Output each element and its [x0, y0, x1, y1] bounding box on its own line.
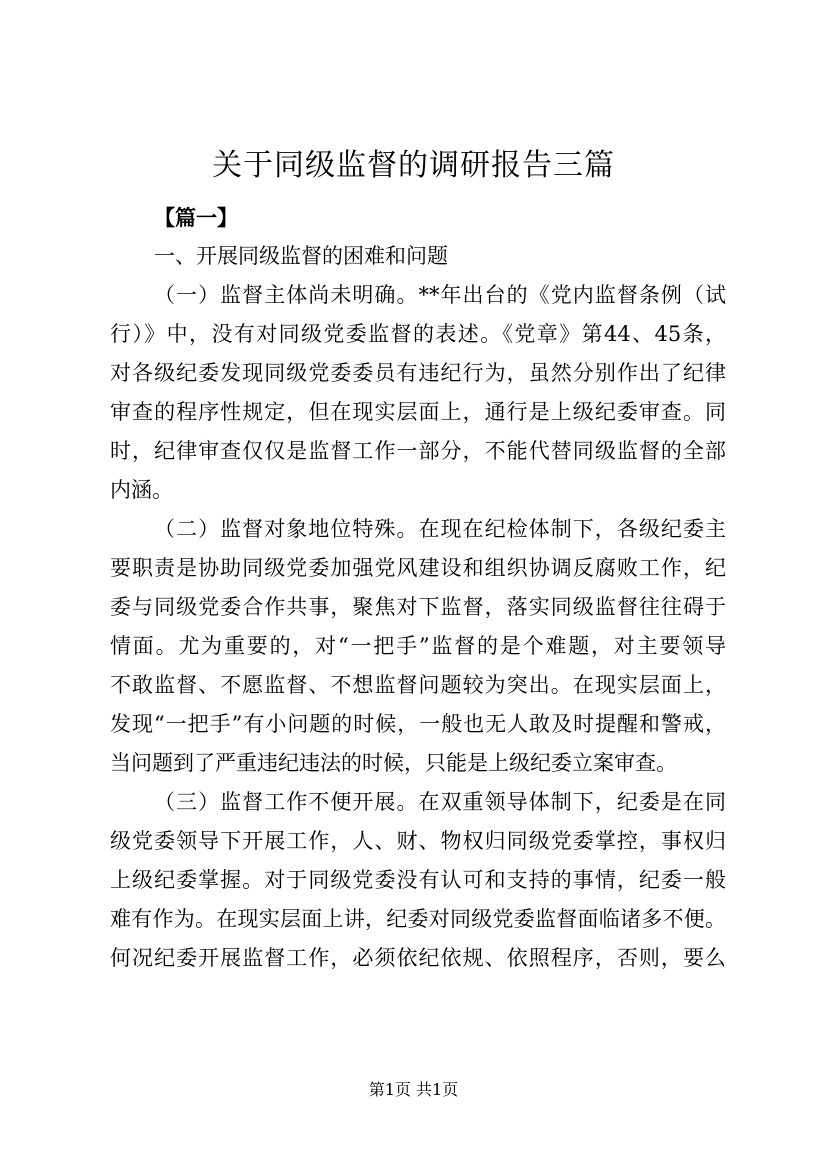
paragraph-1 [110, 276, 726, 510]
paragraph-line: 上级纪委掌握。对于同级党委没有认可和支持的事情，纪委一般 [110, 868, 726, 892]
paragraph-line: 情面。尤为重要的，对“一把手”监督的是个难题，对主要领导 [110, 634, 726, 658]
section-tag: 【篇一】 [154, 205, 238, 230]
paragraph-line: （二）监督对象地位特殊。在现在纪检体制下，各级纪委主 [154, 517, 726, 541]
paragraph-3 [110, 783, 726, 978]
paragraph-2 [110, 510, 726, 783]
paragraph-line: （一）监督主体尚未明确。**年出台的《党内监督条例（试 [154, 283, 726, 307]
paragraph-line: （三）监督工作不便开展。在双重领导体制下，纪委是在同 [154, 790, 726, 814]
paragraph-line: 发现“一把手”有小问题的时候，一般也无人敢及时提醒和警戒， [110, 712, 726, 736]
paragraph-line: 要职责是协助同级党委加强党风建设和组织协调反腐败工作，纪 [110, 556, 726, 580]
paragraph-line: 内涵。 [110, 478, 173, 502]
paragraph-line: 时，纪律审查仅仅是监督工作一部分，不能代替同级监督的全部 [110, 439, 726, 463]
section-heading: 一、开展同级监督的困难和问题 [154, 244, 448, 268]
paragraph-line: 何况纪委开展监督工作，必须依纪依规、依照程序，否则，要么 [110, 946, 726, 970]
page-footer: 第1页 共1页 [368, 1080, 459, 1099]
paragraph-line: 行）》中，没有对同级党委监督的表述。《党章》第44、45条， [110, 322, 726, 346]
document-title: 关于同级监督的调研报告三篇 [212, 148, 615, 183]
paragraph-line: 审查的程序性规定，但在现实层面上，通行是上级纪委审查。同 [110, 400, 726, 424]
paragraph-line: 级党委领导下开展工作，人、财、物权归同级党委掌控，事权归 [110, 829, 726, 853]
paragraph-line: 委与同级党委合作共事，聚焦对下监督，落实同级监督往往碍于 [110, 595, 726, 619]
paragraph-line: 对各级纪委发现同级党委委员有违纪行为，虽然分别作出了纪律 [110, 361, 726, 385]
document-body [110, 198, 726, 978]
paragraph-line: 难有作为。在现实层面上讲，纪委对同级党委监督面临诸多不便。 [110, 907, 726, 931]
paragraph-line: 当问题到了严重违纪违法的时候，只能是上级纪委立案审查。 [110, 751, 677, 775]
paragraph-line: 不敢监督、不愿监督、不想监督问题较为突出。在现实层面上， [110, 673, 726, 697]
